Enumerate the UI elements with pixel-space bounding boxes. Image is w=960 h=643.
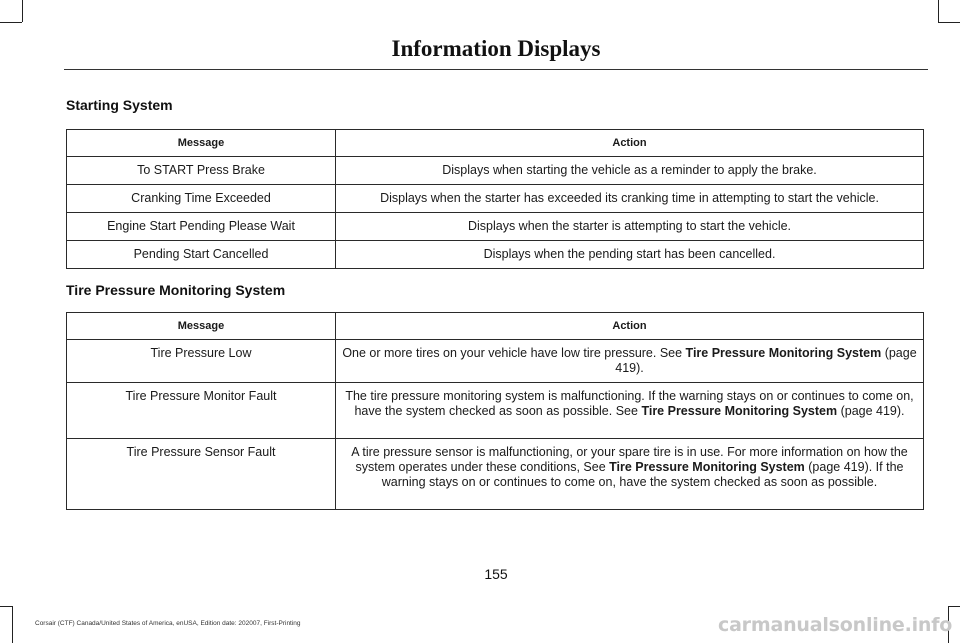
message-cell: To START Press Brake	[67, 157, 336, 185]
action-cell: Displays when the starter has exceeded its cranking time in attempting to start the vehicle.	[336, 185, 924, 213]
action-cell	[336, 383, 924, 439]
message-cell: Tire Pressure Sensor Fault	[67, 439, 336, 510]
action-text: A tire pressure sensor is malfunctioning, or your spare tire is in use. For more information on how the system operates under these conditions, See	[351, 445, 908, 474]
message-cell: Tire Pressure Monitor Fault	[67, 383, 336, 439]
message-cell: Tire Pressure Low	[67, 340, 336, 383]
action-cell: Displays when the starter is attempting to start the vehicle.	[336, 213, 924, 241]
crop-mark	[0, 606, 12, 607]
column-header-message: Message	[67, 313, 336, 340]
section-title-starting-system: Starting System	[66, 97, 173, 113]
page-title: Information Displays	[391, 36, 601, 61]
starting-system-table	[66, 129, 924, 269]
table-row	[67, 213, 924, 241]
action-cell	[336, 340, 924, 383]
table-row	[67, 157, 924, 185]
table-row	[67, 383, 924, 439]
section-title-tpms: Tire Pressure Monitoring System	[66, 282, 286, 298]
message-cell: Cranking Time Exceeded	[67, 185, 336, 213]
crop-mark	[948, 606, 960, 607]
table-header-row	[67, 130, 924, 157]
cross-reference-link[interactable]: Tire Pressure Monitoring System	[641, 404, 838, 418]
column-header-message: Message	[67, 130, 336, 157]
action-cell: Displays when the pending start has been cancelled.	[336, 241, 924, 269]
cross-reference-link[interactable]: Tire Pressure Monitoring System	[609, 460, 805, 474]
crop-mark	[938, 0, 939, 22]
edition-footer: Corsair (CTF) Canada/United States of America, enUSA, Edition date: 202007, First-Printing	[35, 620, 301, 627]
action-text: One or more tires on your vehicle have low tire pressure. See	[342, 346, 686, 360]
table-row	[67, 439, 924, 510]
column-header-action: Action	[336, 130, 924, 157]
page-number: 155	[484, 566, 508, 582]
crop-mark	[12, 606, 13, 643]
message-cell: Pending Start Cancelled	[67, 241, 336, 269]
action-cell: Displays when starting the vehicle as a reminder to apply the brake.	[336, 157, 924, 185]
header-divider	[64, 69, 928, 70]
column-header-action: Action	[336, 313, 924, 340]
table-header-row	[67, 313, 924, 340]
action-text: (page 419).	[837, 404, 905, 418]
table-row	[67, 185, 924, 213]
crop-mark	[22, 0, 23, 22]
table-row	[67, 340, 924, 383]
action-text: (page 419).	[615, 346, 917, 375]
tpms-table	[66, 312, 924, 510]
table-row	[67, 241, 924, 269]
action-text: The tire pressure monitoring system is malfunctioning. If the warning stays on or continues to come on, have the system checked as soon as possible. See	[345, 389, 914, 418]
cross-reference-link[interactable]: Tire Pressure Monitoring System	[685, 346, 882, 360]
action-cell	[336, 439, 924, 510]
crop-mark	[938, 22, 960, 23]
crop-mark	[0, 22, 22, 23]
watermark-logo: carmanualsonline.info	[718, 614, 953, 636]
action-text: (page 419). If the warning stays on or continues to come on, have the system checked as soon as possible.	[381, 460, 904, 489]
message-cell: Engine Start Pending Please Wait	[67, 213, 336, 241]
